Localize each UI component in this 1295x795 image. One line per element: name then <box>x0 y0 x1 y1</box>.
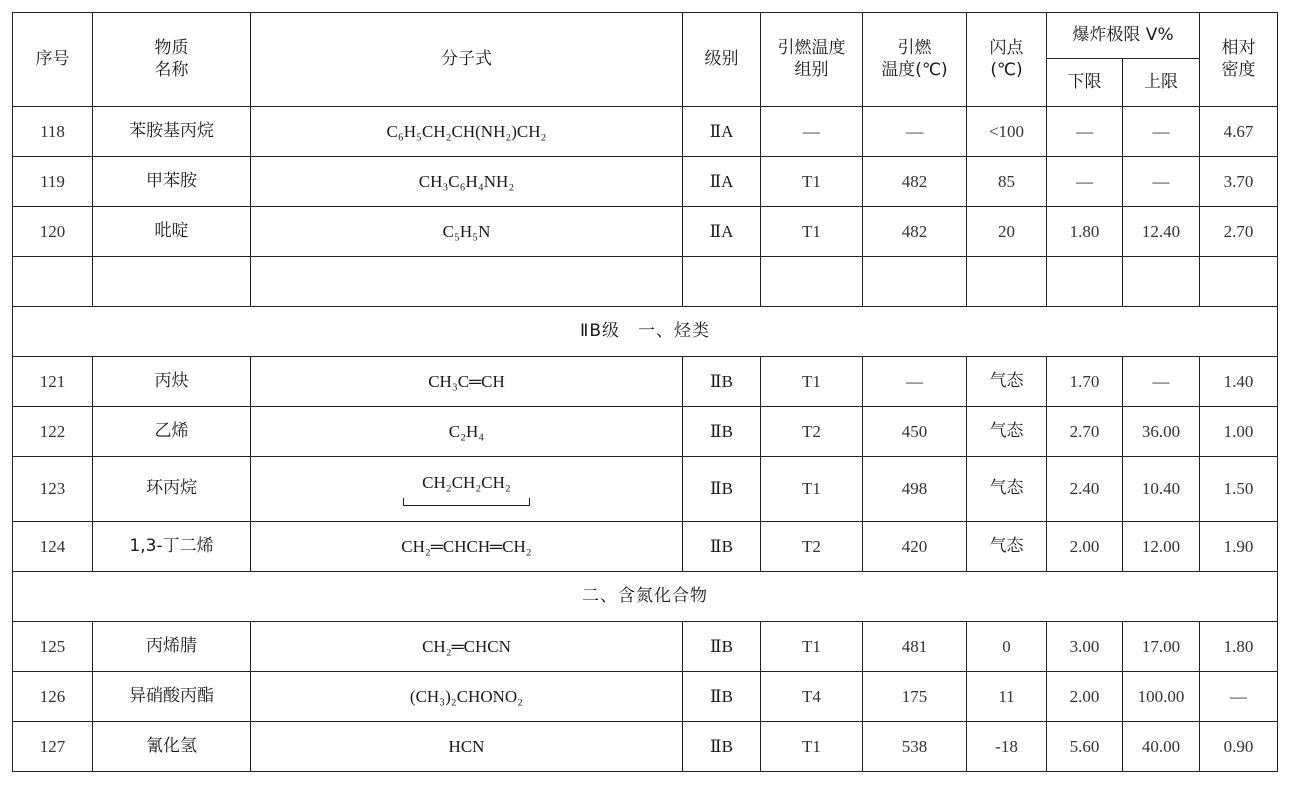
cell-ignition-temp: 482 <box>863 157 967 207</box>
empty-cell <box>683 257 761 307</box>
cell-temp-group: T1 <box>761 622 863 672</box>
cell-density: — <box>1200 672 1278 722</box>
cell-formula: C₆H₅CH₂CH(NH₂)CH₂ <box>251 107 683 157</box>
cell-density: 1.50 <box>1200 457 1278 522</box>
cell-name: 甲苯胺 <box>93 157 251 207</box>
table-row <box>13 107 1278 157</box>
cell-no: 121 <box>13 357 93 407</box>
cell-formula: C₂H₄ <box>251 407 683 457</box>
cell-lower-limit: 2.70 <box>1047 407 1123 457</box>
cell-grade: ⅡB <box>683 672 761 722</box>
cell-grade: ⅡA <box>683 107 761 157</box>
cell-ignition-temp: 175 <box>863 672 967 722</box>
empty-cell <box>1047 257 1123 307</box>
cell-formula: CH₂═CHCH═CH₂ <box>251 522 683 572</box>
cell-temp-group: T2 <box>761 522 863 572</box>
cell-grade: ⅡB <box>683 407 761 457</box>
header-ignition-temp-line2: 温度(℃) <box>881 59 948 80</box>
header-flash-line2: (℃) <box>990 59 1023 80</box>
cell-flash-point: -18 <box>967 722 1047 772</box>
table-row <box>13 722 1278 772</box>
cell-density: 0.90 <box>1200 722 1278 772</box>
cell-formula: CH₃C₆H₄NH₂ <box>251 157 683 207</box>
ring-bond-bracket <box>403 498 530 506</box>
cell-temp-group: T1 <box>761 207 863 257</box>
empty-cell <box>13 257 93 307</box>
cell-name: 苯胺基丙烷 <box>93 107 251 157</box>
empty-row <box>13 257 1278 307</box>
header-temp-group-line2: 组别 <box>794 59 829 80</box>
cell-density: 2.70 <box>1200 207 1278 257</box>
cell-density: 4.67 <box>1200 107 1278 157</box>
empty-cell <box>93 257 251 307</box>
cell-lower-limit: 1.70 <box>1047 357 1123 407</box>
cell-ignition-temp: 481 <box>863 622 967 672</box>
cell-grade: ⅡB <box>683 357 761 407</box>
header-name-line2: 名称 <box>154 59 189 80</box>
cell-lower-limit: 3.00 <box>1047 622 1123 672</box>
cell-upper-limit: — <box>1123 357 1200 407</box>
cell-name: 异硝酸丙酯 <box>93 672 251 722</box>
cell-temp-group: T1 <box>761 157 863 207</box>
cell-grade: ⅡB <box>683 622 761 672</box>
header-no: 序号 <box>13 13 93 107</box>
cell-ignition-temp: 420 <box>863 522 967 572</box>
cell-lower-limit: — <box>1047 157 1123 207</box>
cell-formula-ring <box>251 457 683 522</box>
empty-cell <box>761 257 863 307</box>
header-ignition-temp-line1: 引燃 <box>897 38 932 59</box>
cell-grade: ⅡB <box>683 722 761 772</box>
ring-formula-text: CH₂CH₂CH₂ <box>422 473 511 493</box>
header-name-line1: 物质 <box>154 38 189 59</box>
cell-ignition-temp: 498 <box>863 457 967 522</box>
cell-no: 123 <box>13 457 93 522</box>
header-explosion-limit: 爆炸极限 V% <box>1047 13 1200 59</box>
header-flash-line1: 闪点 <box>989 38 1024 59</box>
table-row <box>13 457 1278 522</box>
header-density-line2: 密度 <box>1221 59 1256 80</box>
cell-lower-limit: 2.00 <box>1047 672 1123 722</box>
cell-flash-point: 气态 <box>967 522 1047 572</box>
header-upper-limit: 上限 <box>1123 59 1200 107</box>
header-lower-limit: 下限 <box>1047 59 1123 107</box>
cell-formula: CH₃C═CH <box>251 357 683 407</box>
cell-upper-limit: 17.00 <box>1123 622 1200 672</box>
table-row <box>13 622 1278 672</box>
cell-no: 127 <box>13 722 93 772</box>
cell-ignition-temp: 538 <box>863 722 967 772</box>
cell-grade: ⅡB <box>683 457 761 522</box>
cell-density: 1.40 <box>1200 357 1278 407</box>
cell-ignition-temp: 450 <box>863 407 967 457</box>
cell-ignition-temp: — <box>863 107 967 157</box>
cell-temp-group: T1 <box>761 722 863 772</box>
cell-temp-group: T4 <box>761 672 863 722</box>
table-row <box>13 407 1278 457</box>
empty-cell <box>1123 257 1200 307</box>
cell-density: 1.90 <box>1200 522 1278 572</box>
cell-formula: HCN <box>251 722 683 772</box>
table-row <box>13 672 1278 722</box>
header-name <box>93 13 251 107</box>
cell-flash-point: 11 <box>967 672 1047 722</box>
cell-temp-group: T2 <box>761 407 863 457</box>
cell-no: 125 <box>13 622 93 672</box>
ring-formula <box>403 472 530 505</box>
hazardous-substances-table <box>12 12 1278 772</box>
cell-lower-limit: 1.80 <box>1047 207 1123 257</box>
header-formula: 分子式 <box>251 13 683 107</box>
header-flash-point <box>967 13 1047 107</box>
cell-flash-point: 气态 <box>967 407 1047 457</box>
cell-name: 吡啶 <box>93 207 251 257</box>
cell-formula: C₅H₅N <box>251 207 683 257</box>
empty-cell <box>1200 257 1278 307</box>
cell-upper-limit: 100.00 <box>1123 672 1200 722</box>
cell-flash-point: 0 <box>967 622 1047 672</box>
header-density <box>1200 13 1278 107</box>
cell-lower-limit: 2.00 <box>1047 522 1123 572</box>
cell-formula: CH₂═CHCN <box>251 622 683 672</box>
header-ignition-temp <box>863 13 967 107</box>
cell-ignition-temp: 482 <box>863 207 967 257</box>
header-temp-group-line1: 引燃温度 <box>777 38 846 59</box>
cell-name: 环丙烷 <box>93 457 251 522</box>
cell-upper-limit: 12.00 <box>1123 522 1200 572</box>
cell-lower-limit: 5.60 <box>1047 722 1123 772</box>
cell-formula: (CH₃)₂CHONO₂ <box>251 672 683 722</box>
cell-upper-limit: — <box>1123 157 1200 207</box>
cell-upper-limit: 12.40 <box>1123 207 1200 257</box>
table-row <box>13 207 1278 257</box>
cell-density: 1.80 <box>1200 622 1278 672</box>
table-row <box>13 522 1278 572</box>
table-row <box>13 157 1278 207</box>
cell-upper-limit: 36.00 <box>1123 407 1200 457</box>
cell-temp-group: T1 <box>761 357 863 407</box>
cell-name: 氰化氢 <box>93 722 251 772</box>
cell-no: 126 <box>13 672 93 722</box>
cell-lower-limit: 2.40 <box>1047 457 1123 522</box>
cell-upper-limit: 10.40 <box>1123 457 1200 522</box>
cell-grade: ⅡA <box>683 157 761 207</box>
cell-upper-limit: — <box>1123 107 1200 157</box>
cell-name: 丙炔 <box>93 357 251 407</box>
cell-flash-point: 20 <box>967 207 1047 257</box>
cell-name: 1,3-丁二烯 <box>93 522 251 572</box>
cell-temp-group: T1 <box>761 457 863 522</box>
cell-upper-limit: 40.00 <box>1123 722 1200 772</box>
table-row <box>13 357 1278 407</box>
section-heading-hydrocarbons: ⅡB级 一、烃类 <box>13 307 1278 357</box>
cell-density: 1.00 <box>1200 407 1278 457</box>
header-temp-group <box>761 13 863 107</box>
empty-cell <box>967 257 1047 307</box>
cell-flash-point: 气态 <box>967 357 1047 407</box>
section-row <box>13 572 1278 622</box>
cell-flash-point: 气态 <box>967 457 1047 522</box>
header-density-line1: 相对 <box>1221 38 1256 59</box>
cell-density: 3.70 <box>1200 157 1278 207</box>
cell-flash-point: 85 <box>967 157 1047 207</box>
cell-no: 118 <box>13 107 93 157</box>
cell-temp-group: — <box>761 107 863 157</box>
empty-cell <box>863 257 967 307</box>
cell-name: 丙烯腈 <box>93 622 251 672</box>
cell-grade: ⅡA <box>683 207 761 257</box>
cell-no: 124 <box>13 522 93 572</box>
section-heading-nitrogen-compounds: 二、含氮化合物 <box>13 572 1278 622</box>
header-grade: 级别 <box>683 13 761 107</box>
header-row <box>13 13 1278 59</box>
cell-no: 122 <box>13 407 93 457</box>
cell-flash-point: <100 <box>967 107 1047 157</box>
cell-name: 乙烯 <box>93 407 251 457</box>
section-row <box>13 307 1278 357</box>
cell-lower-limit: — <box>1047 107 1123 157</box>
empty-cell <box>251 257 683 307</box>
cell-ignition-temp: — <box>863 357 967 407</box>
cell-grade: ⅡB <box>683 522 761 572</box>
cell-no: 120 <box>13 207 93 257</box>
cell-no: 119 <box>13 157 93 207</box>
